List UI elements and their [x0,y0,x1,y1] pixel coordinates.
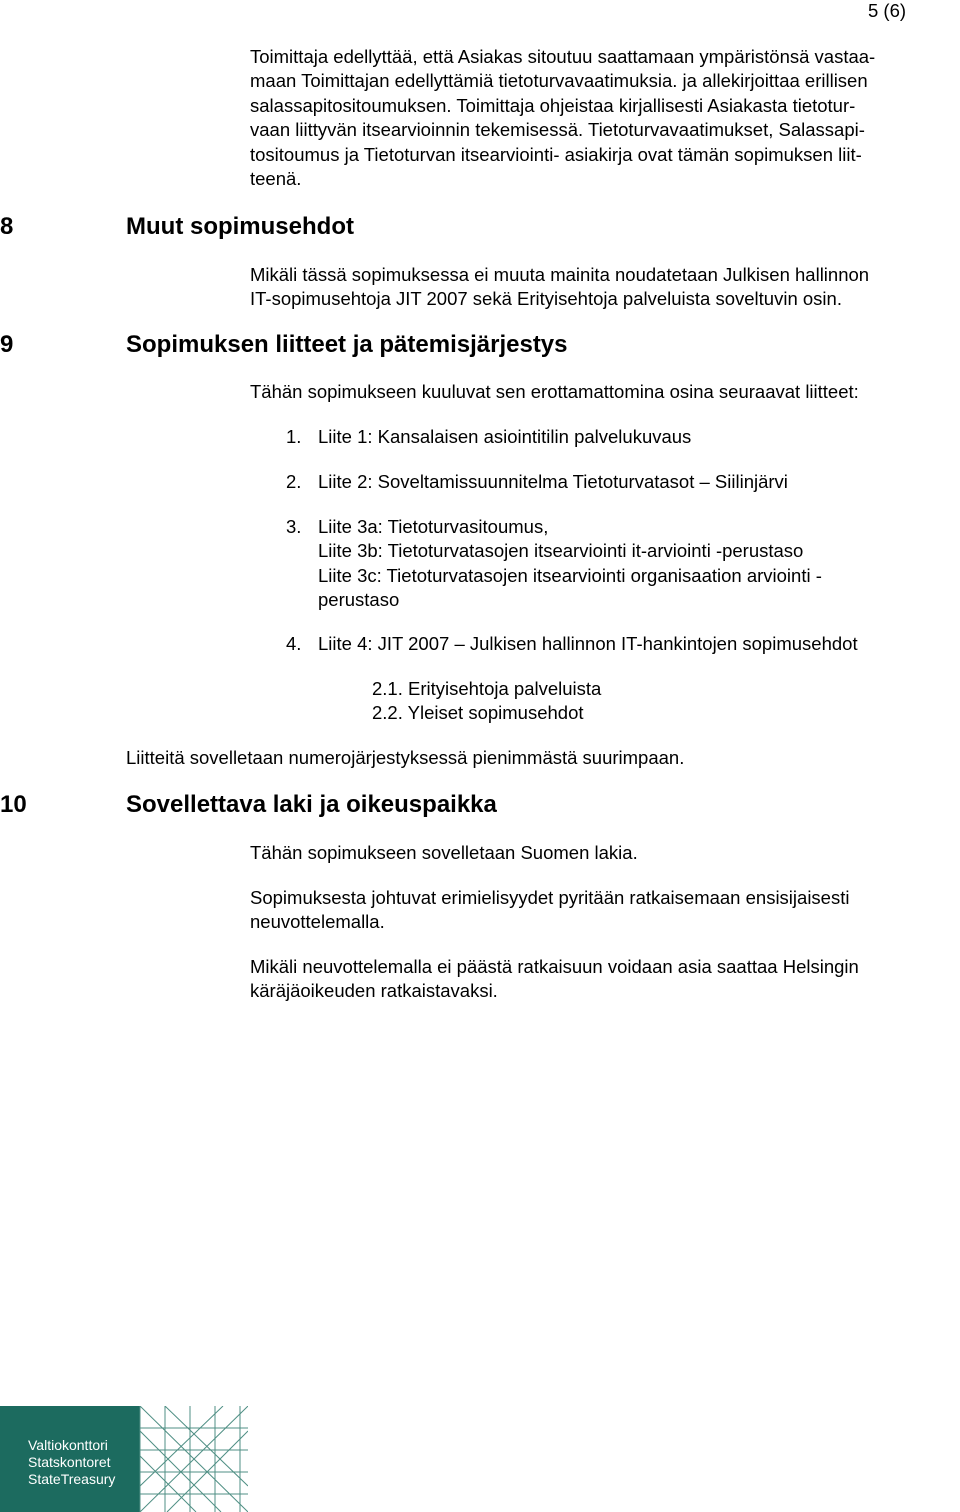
sub-list-item: 2.1. Erityisehtoja palveluista [372,678,602,699]
text-line: Liite 3c: Tietoturvatasojen itsearviointi organisaation arviointi - [318,564,822,586]
intro-paragraph [250,45,875,191]
list-item-number: 1. [286,426,302,447]
section-number: 10 [0,791,27,818]
text-line: maan Toimittajan edellyttämiä tietoturvavaatimuksia. ja allekirjoittaa erillisen [250,70,868,92]
page-number: 5 (6) [868,0,907,21]
text-line: Liite 3a: Tietoturvasitoumus, [318,516,549,537]
list-item-number: 3. [286,516,302,537]
text-line: IT-sopimusehtoja JIT 2007 sekä Erityisehtoja palveluista soveltuvin osin. [250,288,842,310]
section-9-heading [0,330,960,360]
paragraph [250,955,859,1004]
logo-grid [140,1406,248,1512]
text-line: perustaso [318,589,400,611]
section-9-intro: Tähän sopimukseen kuuluvat sen erottamattomina osina seuraavat liitteet: [250,381,859,402]
text-line: Tähän sopimukseen sovelletaan Suomen lakia. [250,842,638,863]
list-item: Liite 2: Soveltamissuunnitelma Tietoturvatasot – Siilinjärvi [318,471,788,492]
section-title: Sovellettava laki ja oikeuspaikka [126,791,497,818]
text-line: Sopimuksesta johtuvat erimielisyydet pyritään ratkaisemaan ensisijaisesti [250,887,850,908]
section-8-paragraph [250,263,869,312]
logo-line: Valtiokonttori [28,1437,108,1453]
section-9-footer: Liitteitä sovelletaan numerojärjestyksessä pienimmästä suurimpaan. [126,747,685,768]
text-line: salassapitositoumuksen. Toimittaja ohjeistaa kirjallisesti Asiakasta tietotur- [250,94,856,116]
text-line: tositoumus ja Tietoturvan itsearviointi- asiakirja ovat tämän sopimuksen liit- [250,143,862,165]
logo-line: Statskontoret [28,1454,111,1470]
list-item-number: 2. [286,471,302,492]
paragraph [250,841,638,865]
state-treasury-logo [0,1406,248,1512]
text-line: Toimittaja edellyttää, että Asiakas sitoutuu saattamaan ympäristönsä vastaa- [250,46,876,67]
section-10-heading [0,790,960,820]
sub-list-item: 2.2. Yleiset sopimusehdot [372,702,584,724]
logo-line: StateTreasury [28,1471,116,1487]
list-item: Liite 1: Kansalaisen asiointitilin palvelukuvaus [318,426,692,447]
section-number: 9 [0,331,14,358]
text-line: vaan liittyvän itsearvioinnin tekemisessä. Tietoturvavaatimukset, Salassapi- [250,119,865,141]
text-line: neuvottelemalla. [250,911,385,933]
section-title: Sopimuksen liitteet ja pätemisjärjestys [126,331,568,358]
sub-list [372,677,601,726]
list-item-number: 4. [286,633,302,654]
section-title: Muut sopimusehdot [126,213,354,240]
list-item: Liite 4: JIT 2007 – Julkisen hallinnon IT-hankintojen sopimusehdot [318,633,858,654]
section-number: 8 [0,213,14,240]
text-line: Mikäli tässä sopimuksessa ei muuta mainita noudatetaan Julkisen hallinnon [250,264,870,285]
paragraph [250,886,849,935]
text-line: Liite 3b: Tietoturvatasojen itsearviointi it-arviointi -perustaso [318,540,804,562]
text-line: Mikäli neuvottelemalla ei päästä ratkaisuun voidaan asia saattaa Helsingin [250,956,859,977]
section-8-heading [0,212,960,242]
text-line: käräjäoikeuden ratkaistavaksi. [250,980,498,1002]
list-item [318,515,822,613]
text-line: teenä. [250,168,302,190]
